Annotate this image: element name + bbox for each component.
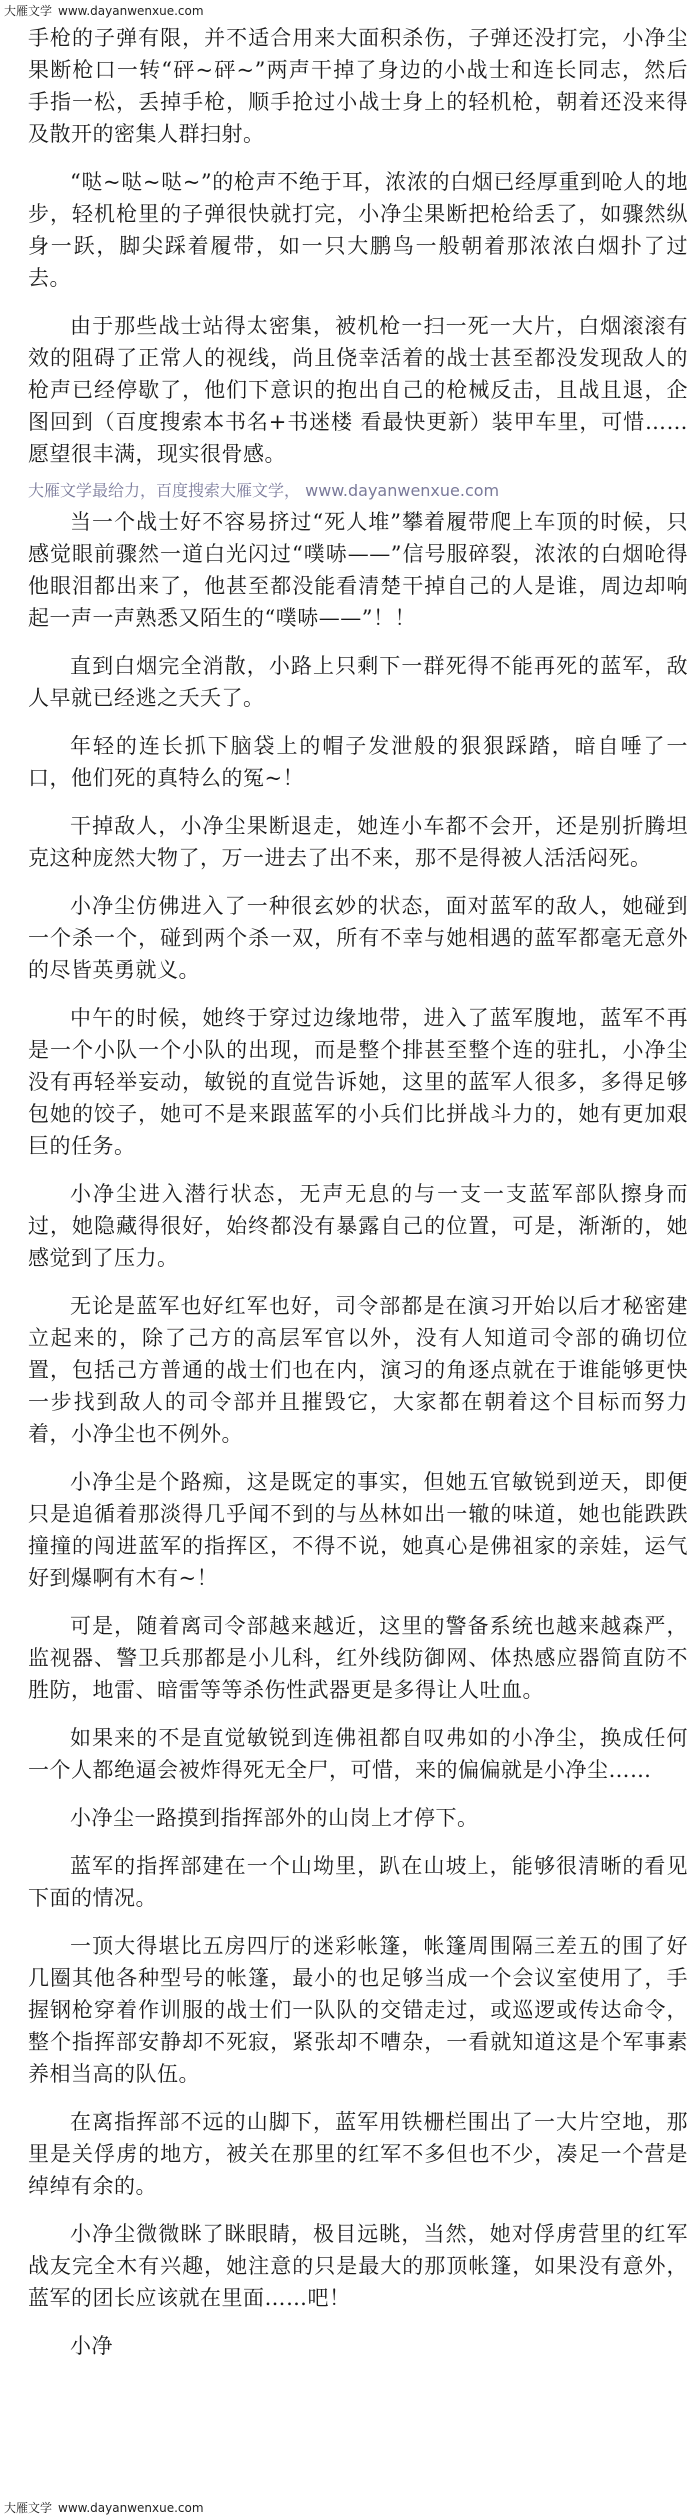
- site-watermark: [28, 480, 688, 502]
- paragraph-20: 小净: [70, 2334, 113, 2358]
- paragraph-17: 一顶大得堪比五房四厅的迷彩帐篷，帐篷周围隔三差五的围了好几圈其他各种型号的帐篷，最小的也足够当成一个会议室使用了，手握钢枪穿着作训服的战士们一队队的交错走过，或巡逻或传达命令，整个指挥部安静却不死寂，紧张却不嘈杂，一看就知道这是个军事素养相当高的队伍。: [28, 1934, 688, 2086]
- chapter-content: [28, 22, 688, 2492]
- bottom-site-name: 大雁文学: [4, 2501, 53, 2515]
- paragraph-14: 如果来的不是直觉敏锐到连佛祖都自叹弗如的小净尘，换成任何一个人都绝逼会被炸得死无全尸，可惜，来的偏偏就是小净尘……: [28, 1726, 688, 1782]
- paragraph-19: 小净尘微微眯了眯眼睛，极目远眺，当然，她对俘虏营里的红军战友完全木有兴趣，她注意的只是最大的那顶帐篷，如果没有意外，蓝军的团长应该就在里面……吧！: [28, 2222, 688, 2310]
- paragraph-1: 手枪的子弹有限，并不适合用来大面积杀伤，子弹还没打完，小净尘果断枪口一转“砰~砰~”两声干掉了身边的小战士和连长同志，然后手指一松，丢掉手枪，顺手抢过小战士身上的轻机枪，朝着还没来得及散开的密集人群扫射。: [28, 26, 688, 146]
- paragraph-3: 由于那些战士站得太密集，被机枪一扫一死一大片，白烟滚滚有效的阻碍了正常人的视线，尚且侥幸活着的战士甚至都没发现敌人的枪声已经停歇了，他们下意识的抱出自己的枪械反击，且战且退，企图回到（百度搜索本书名+书迷楼 看最快更新）装甲车里，可惜……愿望很丰满，现实很骨感。: [28, 314, 688, 466]
- paragraph-18: 在离指挥部不远的山脚下，蓝军用铁栅栏围出了一大片空地，那里是关俘虏的地方，被关在那里的红军不多但也不少，凑足一个营是绰绰有余的。: [28, 2110, 688, 2198]
- paragraph-15: 小净尘一路摸到指挥部外的山岗上才停下。: [70, 1806, 479, 1830]
- paragraph-8: 小净尘仿佛进入了一种很玄妙的状态，面对蓝军的敌人，她碰到一个杀一个，碰到两个杀一双，所有不幸与她相遇的蓝军都毫无意外的尽皆英勇就义。: [28, 894, 688, 982]
- paragraph-9: 中午的时候，她终于穿过边缘地带，进入了蓝军腹地，蓝军不再是一个小队一个小队的出现，而是整个排甚至整个连的驻扎，小净尘没有再轻举妄动，敏锐的直觉告诉她，这里的蓝军人很多，多得足够包她的饺子，她可不是来跟蓝军的小兵们比拼战斗力的，她有更加艰巨的任务。: [28, 1006, 688, 1158]
- watermark-text: 大雁文学最给力，百度搜索大雁文学，: [28, 481, 301, 500]
- top-site-url: www.dayanwenxue.com: [58, 4, 204, 18]
- paragraph-6: 年轻的连长抓下脑袋上的帽子发泄般的狠狠踩踏，暗自唾了一口，他们死的真特么的冤~！: [28, 734, 688, 790]
- top-site-brand: [4, 2, 204, 19]
- top-site-name: 大雁文学: [4, 4, 53, 18]
- paragraph-2: “哒~哒~哒~”的枪声不绝于耳，浓浓的白烟已经厚重到呛人的地步，轻机枪里的子弹很快就打完，小净尘果断把枪给丢了，如骤然纵身一跃，脚尖踩着履带，如一只大鹏鸟一般朝着那浓浓白烟扑了过去。: [28, 170, 688, 290]
- watermark-url: www.dayanwenxue.com: [305, 481, 500, 500]
- paragraph-7: 干掉敌人，小净尘果断退走，她连小车都不会开，还是别折腾坦克这种庞然大物了，万一进去了出不来，那不是得被人活活闷死。: [28, 814, 688, 870]
- bottom-site-brand: [4, 2499, 204, 2516]
- paragraph-12: 小净尘是个路痴，这是既定的事实，但她五官敏锐到逆天，即便只是追循着那淡得几乎闻不到的与丛林如出一辙的味道，她也能跌跌撞撞的闯进蓝军的指挥区，不得不说，她真心是佛祖家的亲娃，运气好到爆啊有木有~！: [28, 1470, 688, 1590]
- paragraph-10: 小净尘进入潜行状态，无声无息的与一支一支蓝军部队擦身而过，她隐藏得很好，始终都没有暴露自己的位置，可是，渐渐的，她感觉到了压力。: [28, 1182, 688, 1270]
- paragraph-13: 可是，随着离司令部越来越近，这里的警备系统也越来越森严，监视器、警卫兵那都是小儿科，红外线防御网、体热感应器简直防不胜防，地雷、暗雷等等杀伤性武器更是多得让人吐血。: [28, 1614, 688, 1702]
- paragraph-4: 当一个战士好不容易挤过“死人堆”攀着履带爬上车顶的时候，只感觉眼前骤然一道白光闪过“噗哧——”信号服碎裂，浓浓的白烟呛得他眼泪都出来了，他甚至都没能看清楚干掉自己的人是谁，周边却响起一声一声熟悉又陌生的“噗哧——”！！: [28, 510, 688, 630]
- paragraph-5: 直到白烟完全消散，小路上只剩下一群死得不能再死的蓝军，敌人早就已经逃之夭夭了。: [28, 654, 688, 710]
- paragraph-11: 无论是蓝军也好红军也好，司令部都是在演习开始以后才秘密建立起来的，除了己方的高层军官以外，没有人知道司令部的确切位置，包括己方普通的战士们也在内，演习的角逐点就在于谁能够更快一步找到敌人的司令部并且摧毁它，大家都在朝着这个目标而努力着，小净尘也不例外。: [28, 1294, 688, 1446]
- bottom-site-url: www.dayanwenxue.com: [58, 2501, 204, 2515]
- paragraph-16: 蓝军的指挥部建在一个山坳里，趴在山坡上，能够很清晰的看见下面的情况。: [28, 1854, 688, 1910]
